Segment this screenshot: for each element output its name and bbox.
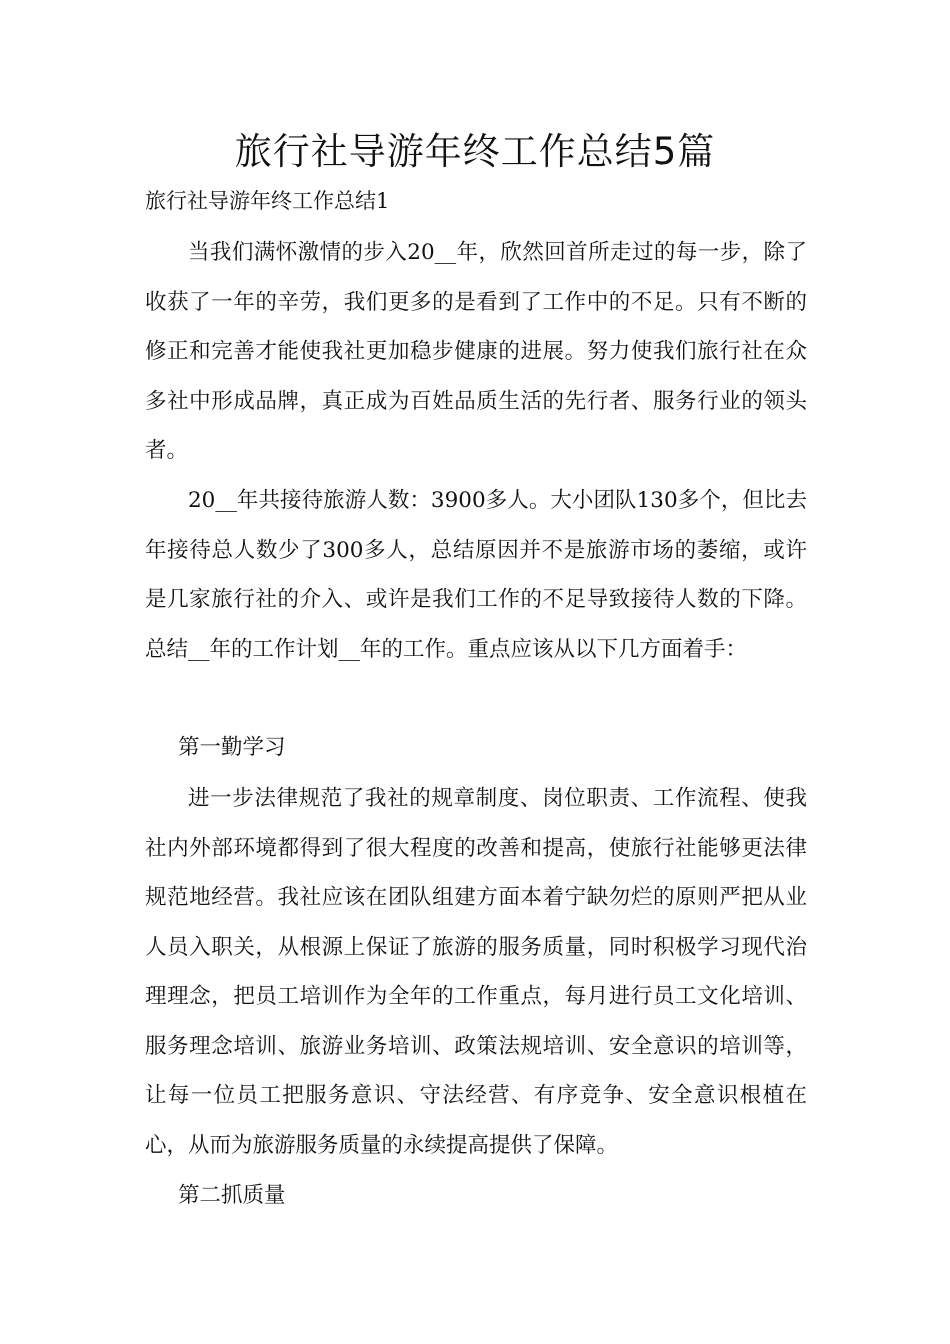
sub-heading-study: 第一勤学习 — [178, 735, 286, 760]
section-heading: 旅行社导游年终工作总结1 — [145, 189, 390, 213]
paragraph-statistics: 20__年共接待旅游人数：3900多人。大小团队130多个，但比去年接待总人数少了300多人，总结原因并不是旅游市场的萎缩，或许是几家旅行社的介入、或许是我们工作的不足导致接待人数的下降。总结__年的工作计划__年的工作。重点应该从以下几方面着手： — [145, 488, 807, 662]
sub-heading-quality: 第二抓质量 — [178, 1183, 286, 1208]
document-title: 旅行社导游年终工作总结5篇 — [234, 130, 716, 173]
paragraph-study: 进一步法律规范了我社的规章制度、岗位职责、工作流程、使我社内外部环境都得到了很大程度的改善和提高，使旅行社能够更法律规范地经营。我社应该在团队组建方面本着宁缺勿烂的原则严把从业人员入职关，从根源上保证了旅游的服务质量，同时积极学习现代治理理念，把员工培训作为全年的工作重点，每月进行员工文化培训、服务理念培训、旅游业务培训、政策法规培训、安全意识的培训等，让每一位员工把服务意识、守法经营、有序竞争、安全意识根植在心，从而为旅游服务质量的永续提高提供了保障。 — [145, 786, 807, 1158]
paragraph-intro: 当我们满怀激情的步入20__年，欣然回首所走过的每一步，除了收获了一年的辛劳，我们更多的是看到了工作中的不足。只有不断的修正和完善才能使我社更加稳步健康的进展。努力使我们旅行社在众多社中形成品牌，真正成为百姓品质生活的先行者、服务行业的领头者。 — [145, 240, 807, 463]
